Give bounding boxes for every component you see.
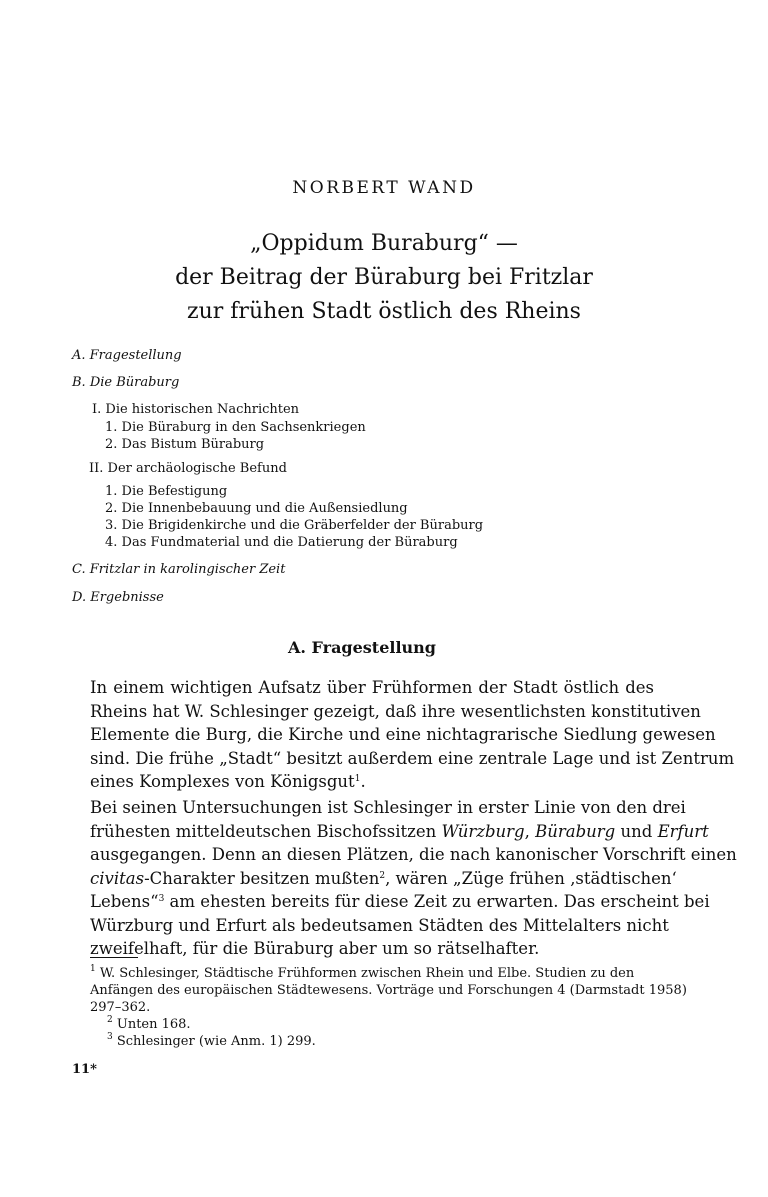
text-line (90, 770, 654, 794)
footnote-ref: 2 (379, 870, 386, 881)
text-span: , wären „Züge frühen ‚städtischen‘ (385, 868, 677, 888)
footnote-number: 3 (107, 1032, 113, 1042)
footnotes (90, 964, 687, 1050)
footnote-3 (90, 1033, 654, 1050)
text-line: Elemente die Burg, die Kirche und eine nichtagrarische Siedlung gewesen (90, 725, 716, 744)
place-name: Erfurt (657, 821, 709, 841)
toc-item: 2. Die Innenbebauung und die Außensiedlung (105, 501, 408, 516)
toc-section-c: C. Fritzlar in karolingischer Zeit (72, 562, 286, 577)
toc-item: 1. Die Büraburg in den Sachsenkriegen (105, 420, 366, 435)
footnote-ref: 1 (354, 774, 361, 784)
toc-subsection: II. Der archäologische Befund (89, 461, 287, 476)
toc-item: 3. Die Brigidenkirche und die Gräberfelder der Büraburg (105, 518, 484, 533)
footnote-number: 1 (90, 964, 96, 974)
article-title (0, 227, 768, 329)
paragraph-2 (90, 796, 737, 961)
author-name: NORBERT WAND (292, 178, 476, 198)
toc-section-a: A. Fragestellung (72, 348, 182, 363)
title-line: „Oppidum Buraburg“ — (250, 231, 518, 256)
footnote-line: Anfängen des europäischen Städtewesens. Vorträge und Forschungen 4 (Darmstadt 1958) (90, 983, 687, 998)
text-line (90, 820, 709, 844)
text-span: und (615, 821, 658, 841)
footnote-2 (90, 1016, 654, 1033)
latin-term: civitas (90, 868, 145, 888)
footnote-ref: 3 (158, 894, 165, 904)
footnote-line: 297–362. (90, 1000, 151, 1015)
toc-item: 4. Das Fundmaterial und die Datierung der Büraburg (105, 535, 458, 550)
text-span: Lebens“ (90, 892, 159, 911)
text-line (90, 890, 710, 914)
page-signature: 11* (72, 1062, 97, 1077)
footnote-rule (90, 957, 138, 958)
section-heading: A. Fragestellung (288, 638, 436, 657)
toc-item: 2. Das Bistum Büraburg (105, 437, 265, 452)
text-line: sind. Die frühe „Stadt“ besitzt außerdem eine zentrale Lage und ist Zentrum (90, 748, 735, 768)
text-span: eines Komplexes von Königsgut (90, 772, 355, 791)
text-span: . (360, 772, 366, 791)
text-span: -Charakter besitzen mußten (144, 868, 380, 888)
text-line (90, 867, 677, 891)
footnote-number: 2 (107, 1015, 113, 1025)
footnote-1 (90, 965, 654, 982)
footnote-text: Unten 168. (112, 1017, 191, 1032)
toc-section-b: B. Die Büraburg (72, 375, 180, 390)
paragraph-1 (90, 676, 735, 794)
text-line: ausgegangen. Denn an diesen Plätzen, die nach kanonischer Vorschrift einen (90, 845, 737, 864)
text-line: Bei seinen Untersuchungen ist Schlesinger in erster Linie von den drei (90, 798, 686, 817)
place-name: Würzburg (441, 821, 525, 841)
toc-item: 1. Die Befestigung (105, 484, 228, 499)
toc-subsection: I. Die historischen Nachrichten (92, 402, 300, 417)
title-line: der Beitrag der Büraburg bei Fritzlar (175, 265, 593, 290)
text-line: Würzburg und Erfurt als bedeutsamen Städten des Mittelalters nicht (90, 915, 669, 935)
text-span: , (524, 821, 536, 841)
title-line: zur frühen Stadt östlich des Rheins (187, 299, 581, 324)
place-name: Büraburg (535, 821, 616, 841)
footnote-text: Schlesinger (wie Anm. 1) 299. (112, 1034, 316, 1049)
text-span: frühesten mitteldeutschen Bischofssitzen (90, 821, 442, 841)
toc-section-d: D. Ergebnisse (72, 590, 164, 605)
text-line: zweifelhaft, für die Büraburg aber um so rätselhafter. (90, 939, 540, 958)
footnote-text: W. Schlesinger, Städtische Frühformen zwischen Rhein und Elbe. Studien zu den (95, 966, 635, 981)
text-span: am ehesten bereits für diese Zeit zu erwarten. Das erscheint bei (164, 892, 710, 911)
text-line: Rheins hat W. Schlesinger gezeigt, daß ihre wesentlichsten konstitutiven (90, 701, 701, 721)
text-line: In einem wichtigen Aufsatz über Frühformen der Stadt östlich des (90, 678, 654, 697)
